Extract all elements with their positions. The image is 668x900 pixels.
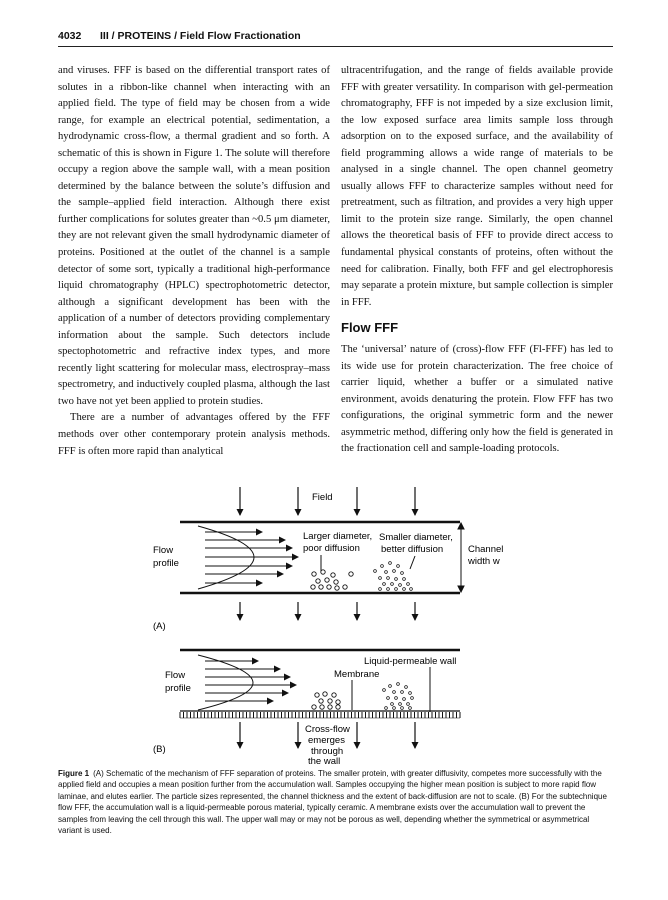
panel-b-flow-profile: [198, 655, 296, 710]
pointer-lines: [321, 555, 415, 572]
panel-a-flow-profile: [198, 526, 298, 589]
smaller-diameter-label: Smaller diameter,: [379, 532, 453, 543]
large-particles-b: [312, 692, 340, 709]
channel-width-label: Channel: [468, 544, 504, 555]
channel-width-label: width w: [468, 556, 500, 567]
flow-profile-label: Flow: [153, 545, 174, 556]
figure-caption: [58, 768, 613, 836]
larger-diameter-label: poor diffusion: [303, 543, 360, 554]
cross-flow-label: Cross-flow: [305, 724, 350, 735]
flow-profile-label: Flow: [165, 670, 186, 681]
liquid-permeable-wall-label: Liquid-permeable wall: [364, 656, 457, 667]
smaller-diameter-label: better diffusion: [381, 544, 444, 555]
paragraph: and viruses. FFF is based on the differential transport rates of solutes in a ribbon-like channel when interacting with an applied field. The type of field may be chosen from a wide range, for example an electrical potential, sedimentation, a hydrodynamic cross-flow, a thermal gradient and so forth. A schematic of this is shown in Figure 1. The solute will therefore occupy a region above the sample wall, with a mean position determined by the balance between the solute’s diffusion and the sample–applied field interaction. Although there exist further complications for solutes greater than ~0.5 μm diameter, they are not relevant given the small hydrodynamic diameter of proteins. Positioned at the outlet of the channel is a sample detector of some sort, typically a traditional high-performance liquid chromatography (HPLC) spectrophotometric detector, although a significant development has been with the application of a number of detectors providing complementary information about the sample. Such detectors include spectophotometric and refractive index types, and more recently light scattering for molecular mass, electrospray–mass spectrometry, and inductively coupled plasma, although the last two have not yet been applied to protein studies.: [58, 65, 330, 407]
cross-flow-label: through: [311, 746, 344, 757]
porous-wall: [180, 712, 460, 718]
larger-diameter-label: Larger diameter,: [303, 531, 373, 542]
channel-width-indicator: [458, 523, 464, 592]
membrane-label: Membrane: [334, 669, 380, 680]
paragraph: The ‘universal’ nature of (cross)-flow FFF (Fl-FFF) has led to its wide use for protein characterization. The free choice of carrier liquid, whether a buffer or a simulated native environment, avoids denaturing the protein. Flow FFF has two configurations, the original symmetric form and the newer asymmetric method, differing only how the field is generated in the fractionation cell and sample-loading protocols.: [341, 344, 613, 455]
flow-profile-label: profile: [153, 558, 179, 569]
large-particles-a: [311, 570, 353, 590]
flow-profile-label: profile: [165, 683, 191, 694]
small-particles-a: [374, 562, 413, 591]
caption-label: Figure 1: [58, 769, 90, 778]
panel-a-label: (A): [153, 621, 166, 632]
section-title: III / PROTEINS / Field Flow Fractionation: [100, 30, 301, 42]
caption-text: (A) Schematic of the mechanism of FFF separation of proteins. The smaller protein, with greater diffusivity, competes more successfully with the applied field and occupies a mean position further from the accumulation wall. Samples occupying the higher mean position is subject to more rapid flow laminae, and elutes earlier. The particle sizes represented, the channel thickness and the extent of back-diffusion are not to scale. (B) For the subtechnique flow FFF, the accumulation wall is a liquid-permeable porous material, typically ceramic. A membrane exists over the accumulation wall to prevent the samples from leaving the cell through this wall. The upper wall may or may not be porous as well, depending whether the symmetrical or asymmetrical variant is used.: [58, 769, 607, 836]
paragraph: ultracentrifugation, and the range of fields available provide FFF with greater versatility. In comparison with gel-permeation chromatography, FFF is not impeded by a size exclusion limit, the low exposed surface area limits sample loss through adsorption on to the exposed surface, and the availability of field programming allows a wide range of materials to be analysed in a single channel. The open channel geometry usually allows FFF to characterize samples without need for pretreatment, such as filtration, and provides a very high upper limit to the protein size range. Similarly, the open channel allows the theoretical basis of FFF to provide direct access to fundamental physical constants of proteins, often without the need for calibration. Finally, both FFF and gel electrophoresis may separate a protein mixture, but sample collection is simpler in FFF.: [341, 65, 613, 308]
page-number: 4032: [58, 30, 82, 42]
section-heading: Flow FFF: [341, 320, 399, 336]
cross-flow-label: the wall: [308, 756, 341, 767]
panel-b-label: (B): [153, 744, 166, 755]
paragraph: There are a number of advantages offered by the FFF methods over other contemporary protein analysis methods. FFF is often more rapid than analytical: [58, 412, 330, 457]
cross-flow-label: emerges: [308, 735, 345, 746]
small-particles-b: [383, 683, 414, 710]
field-label: Field: [312, 492, 333, 503]
